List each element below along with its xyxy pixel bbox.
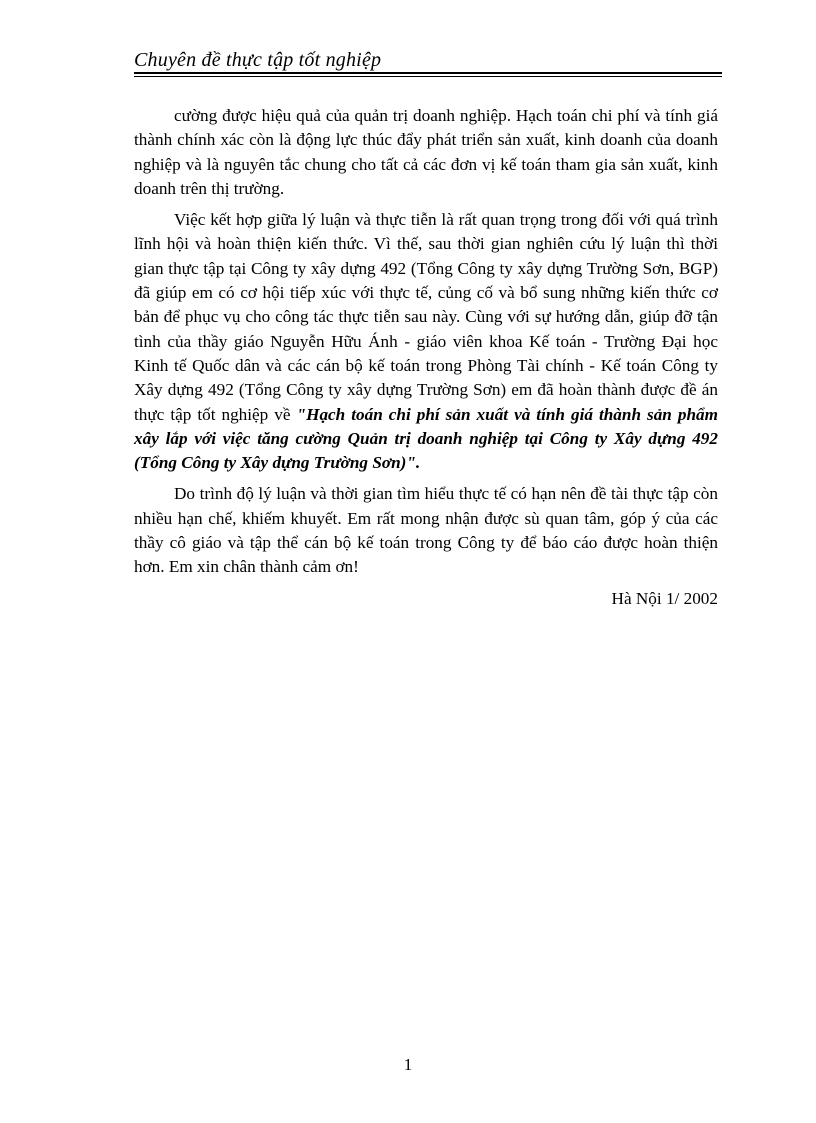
page-header — [134, 48, 722, 77]
header-rule-bottom — [134, 76, 722, 78]
header-rule-top — [134, 72, 722, 74]
header-title: Chuyên đề thực tập tốt nghiệp — [134, 49, 382, 71]
date-line: Hà Nội 1/ 2002 — [611, 588, 718, 608]
page-number: 1 — [403, 1055, 413, 1074]
paragraph-3: Do trình độ lý luận và thời gian tìm hiểu thực tế có hạn nên đề tài thực tập còn nhiều hạn chế, khiếm khuyết. Em rất mong nhận được sù quan tâm, góp ý của các thầy cô giáo và tập thể cán bộ kế toán trong Công ty để báo cáo được hoàn thiện hơn. Em xin chân thành cảm ơn! — [134, 484, 718, 577]
document-body — [134, 104, 718, 611]
thesis-title-emphasis: "Hạch toán chi phí sản xuất và tính giá thành sản phẩm xây lắp với việc tăng cường Quản trị doanh nghiệp tại Công ty Xây dựng 492 (Tổng Công ty Xây dựng Trường Sơn)". — [134, 404, 718, 473]
paragraph-1: cường được hiệu quả của quản trị doanh nghiệp. Hạch toán chi phí và tính giá thành chính xác còn là động lực thúc đẩy phát triển sản xuất, kinh doanh của doanh nghiệp và là nguyên tắc chung cho tất cả các đơn vị kế toán tham gia sản xuất, kinh doanh trên thị trường. — [134, 106, 718, 198]
paragraph-2-text: Việc kết hợp giữa lý luận và thực tiễn là rất quan trọng trong đối với quá trình lĩnh hội và hoàn thiện kiến thức. Vì thế, sau thời gian nghiên cứu lý luận thì thời gian thực tập tại Công ty xây dựng 492 (Tổng Công ty xây dựng Trường Sơn, BGP) đã giúp em có cơ hội tiếp xúc với thực tế, củng cố và bổ sung những kiến thức cơ bản để phục vụ cho công tác thực tiễn sau này. Cùng với sự hướng dẫn, giúp đỡ tận tình của thầy giáo Nguyễn Hữu Ánh - giáo viên khoa Kế toán - Trường Đại học Kinh tế Quốc dân và các cán bộ kế toán trong Phòng Tài chính - Kế toán Công ty Xây dựng 492 (Tổng Công ty xây dựng Trường Sơn) em đã hoàn thành được đề án thực tập tốt nghiệp về — [134, 210, 718, 424]
paragraph-2 — [134, 208, 718, 475]
